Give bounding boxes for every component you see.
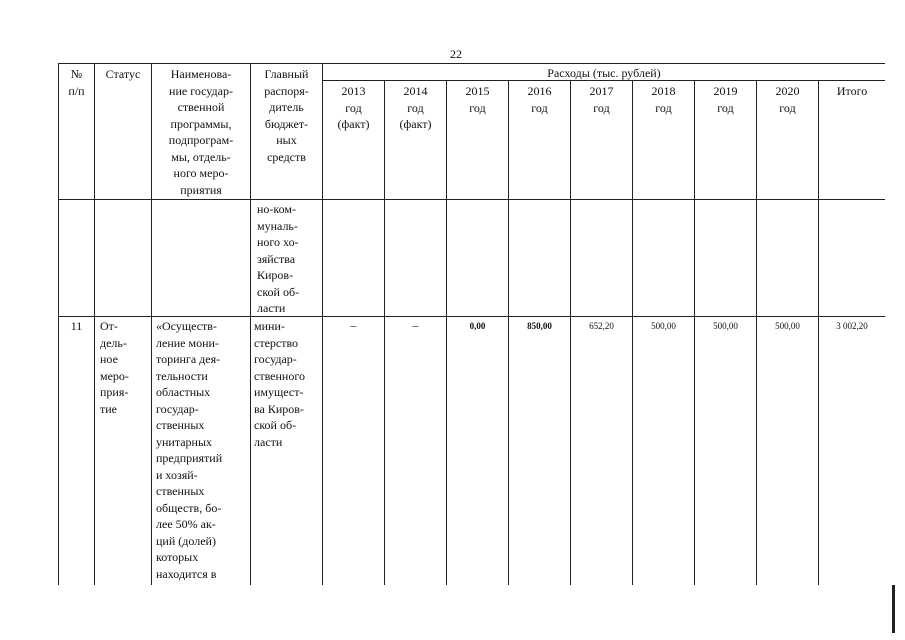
row-budget-manager: мини- стерство государ- ственного имущест- ва Киров- ской об- ласти (254, 319, 305, 449)
row-status: От- дель- ное меро- прия- тие (100, 319, 129, 416)
value-2017: 652,20 (589, 321, 614, 331)
continuation-manager: но-ком- муналь- ного хо- зяйства Киров- ской об- ласти (257, 202, 300, 315)
row-program-name: «Осуществ- ление мони- торинга дея- тельности областных государ- ственных унитарных предприятий и хозяй- ственных обществ, бо- лее 50% ак- ций (долей) которых находится в (156, 319, 223, 581)
row-number: 11 (70, 319, 83, 333)
col-border-7 (508, 81, 509, 585)
header-expenses: Расходы (тыс. рублей) (547, 66, 661, 80)
header-program-name: Наименова- ние государ- ственной программы, подпрограм- мы, отдель- ного меро- приятия (168, 67, 234, 197)
col-border-12 (818, 81, 819, 585)
header-year-2015: 2015 год (465, 84, 490, 115)
value-2013: – (350, 318, 357, 332)
table-top-border (58, 63, 885, 64)
col-border-5 (384, 81, 385, 585)
header-number: № п/п (68, 67, 85, 98)
header-budget-manager: Главный распоря- дитель бюджет- ных средств (264, 67, 309, 164)
col-border-9 (632, 81, 633, 585)
header-year-2017: 2017 год (589, 84, 614, 115)
value-2019: 500,00 (713, 321, 738, 331)
header-year-2016: 2016 год (527, 84, 552, 115)
value-2014: – (412, 318, 419, 332)
row-divider (58, 316, 885, 317)
header-year-2018: 2018 год (651, 84, 676, 115)
value-2016: 850,00 (527, 321, 552, 331)
scan-edge-mark (892, 585, 895, 633)
header-total: Итого (836, 84, 868, 98)
header-year-2020: 2020 год (775, 84, 800, 115)
col-border-11 (756, 81, 757, 585)
value-2015: 0,00 (469, 321, 486, 331)
value-2018: 500,00 (651, 321, 676, 331)
header-status: Статус (105, 67, 141, 81)
header-bottom-border (58, 199, 885, 200)
col-border-10 (694, 81, 695, 585)
header-year-2019: 2019 год (713, 84, 738, 115)
header-year-2013: 2013 год (факт) (337, 84, 370, 131)
page-number: 22 (450, 47, 462, 61)
value-2020: 500,00 (775, 321, 800, 331)
header-year-2014: 2014 год (факт) (399, 84, 432, 131)
value-total: 3 002,20 (836, 321, 868, 331)
col-border-8 (570, 81, 571, 585)
col-border-6 (446, 81, 447, 585)
